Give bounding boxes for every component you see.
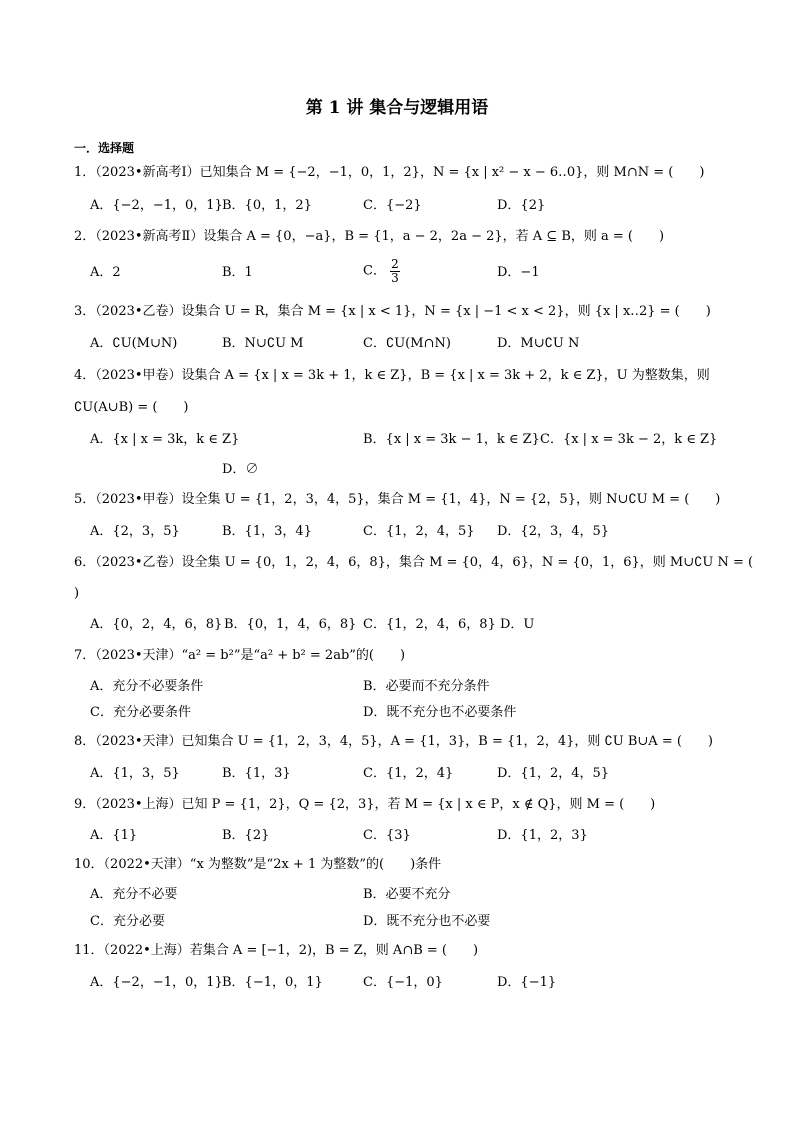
q3-option-b: B．N∪∁U M [222,336,304,351]
q2-option-c-fraction [390,258,400,285]
q4-option-b: B．{x | x = 3k − 1，k ∈ Z} [363,432,540,447]
q4-option-a: A．{x | x = 3k，k ∈ Z} [90,432,240,447]
q3-option-a: A．∁U(M∪N) [90,336,178,351]
q11-option-c: C．{−1，0} [363,975,443,990]
question-1-stem: 1．（2023•新高考Ⅰ）已知集合 M = {−2，−1，0，1，2}，N = {x | x² − x − 6‥0}，则 M∩N = ( ) [74,165,705,180]
question-2-stem: 2．（2023•新高考Ⅱ）设集合 A = {0，−a}，B = {1，a − 2，2a − 2}，若 A ⊆ B，则 a = ( ) [74,229,665,244]
q9-option-a: A．{1} [90,828,138,843]
q11-option-b: B．{−1，0，1} [222,975,323,990]
fraction-denominator: 3 [391,271,399,285]
q1-option-c: C．{−2} [363,198,422,213]
page-title: 第 1 讲 集合与逻辑用语 [305,98,489,118]
q8-option-c: C．{1，2，4} [363,766,454,781]
question-11-stem: 11．（2022•上海）若集合 A = [−1，2)，B = Z，则 A∩B = ( ) [74,943,479,958]
section-heading: 一．选择题 [74,141,135,155]
q9-option-b: B．{2} [222,828,270,843]
fraction-numerator: 2 [391,257,399,271]
q7-option-d: D．既不充分也不必要条件 [363,705,517,720]
q6-option-a: A．{0，2，4，6，8} [90,617,223,632]
q7-option-a: A．充分不必要条件 [90,679,204,694]
q7-option-c: C．充分必要条件 [90,705,191,720]
question-6-stem-cont: ) [74,586,80,601]
q4-option-d: D．∅ [222,462,259,477]
question-7-stem: 7．（2023•天津）“a² = b²”是“a² + b² = 2ab”的( ) [74,648,406,663]
q8-option-d: D．{1，2，4，5} [497,766,610,781]
q7-option-b: B．必要而不充分条件 [363,679,490,694]
q5-option-d: D．{2，3，4，5} [497,524,610,539]
question-10-stem: 10．（2022•天津）“x 为整数”是“2x + 1 为整数”的( )条件 [74,857,442,872]
q8-option-a: A．{1，3，5} [90,766,180,781]
q2-option-b: B．1 [222,265,253,280]
question-5-stem: 5．（2023•甲卷）设全集 U = {1，2，3，4，5}，集合 M = {1，4}，N = {2，5}，则 N∪∁U M = ( ) [74,492,721,507]
q6-option-d: D．U [500,617,535,632]
q1-option-d: D．{2} [497,198,546,213]
q5-option-b: B．{1，3，4} [222,524,312,539]
q2-option-c-label: C． [363,263,386,279]
q3-option-d: D．M∪∁U N [497,336,580,351]
question-8-stem: 8．（2023•天津）已知集合 U = {1，2，3，4，5}，A = {1，3}，B = {1，2，4}，则 ∁U B∪A = ( ) [74,734,713,749]
q9-option-c: C．{3} [363,828,411,843]
question-9-stem: 9．（2023•上海）已知 P = {1，2}，Q = {2，3}，若 M = {x | x ∈ P，x ∉ Q}，则 M = ( ) [74,797,656,812]
q2-option-c [363,258,400,285]
q3-option-c: C．∁U(M∩N) [363,336,451,351]
q11-option-a: A．{−2，−1，0，1} [90,975,223,990]
q5-option-c: C．{1，2，4，5} [363,524,475,539]
q1-option-a: A．{−2，−1，0，1} [90,198,223,213]
q4-option-c: C．{x | x = 3k − 2，k ∈ Z} [540,432,718,447]
question-3-stem: 3．（2023•乙卷）设集合 U = R，集合 M = {x | x < 1}，N = {x | −1 < x < 2}，则 {x | x‥2} = ( ) [74,304,711,319]
q6-option-c: C．{1，2，4，6，8} [363,617,496,632]
q10-option-b: B．必要不充分 [363,887,451,902]
q9-option-d: D．{1，2，3} [497,828,588,843]
question-4-stem-cont: ∁U(A∪B) = ( ) [74,400,189,415]
q6-option-b: B．{0，1，4，6，8} [224,617,357,632]
q2-option-d: D．−1 [497,265,540,280]
q8-option-b: B．{1，3} [222,766,291,781]
q10-option-a: A．充分不必要 [90,887,178,902]
question-6-stem: 6．（2023•乙卷）设全集 U = {0，1，2，4，6，8}，集合 M = {0，4，6}，N = {0，1，6}，则 M∪∁U N = ( [74,555,754,570]
q11-option-d: D．{−1} [497,975,557,990]
q2-option-a: A．2 [90,265,121,280]
question-4-stem: 4．（2023•甲卷）设集合 A = {x | x = 3k + 1，k ∈ Z}，B = {x | x = 3k + 2，k ∈ Z}，U 为整数集，则 [74,368,710,383]
q10-option-c: C．充分必要 [90,914,165,929]
q5-option-a: A．{2，3，5} [90,524,180,539]
q10-option-d: D．既不充分也不必要 [363,914,491,929]
q1-option-b: B．{0，1，2} [222,198,312,213]
